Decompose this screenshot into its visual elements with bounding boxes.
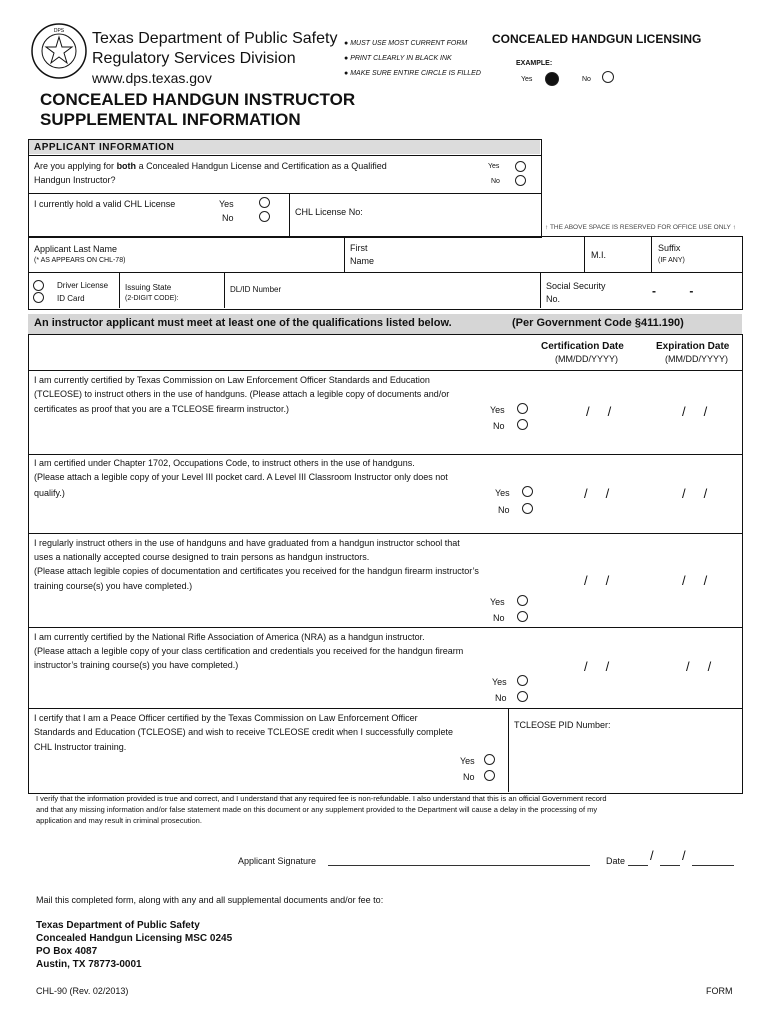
example-no-label: No: [582, 76, 591, 83]
exp-date-format: (MM/DD/YYYY): [665, 354, 728, 364]
q2-no-radio[interactable]: [522, 503, 533, 514]
driver-license-radio[interactable]: [33, 280, 44, 291]
chl-yes-radio[interactable]: [259, 197, 270, 208]
applicant-section-title: APPLICANT INFORMATION: [34, 142, 175, 153]
q5-no-radio[interactable]: [484, 770, 495, 781]
first-name-field[interactable]: [390, 240, 580, 270]
suffix-note: (IF ANY): [658, 257, 685, 264]
q4-no-radio[interactable]: [517, 691, 528, 702]
q1-exp-date[interactable]: / /: [682, 404, 708, 419]
cert-date-format: (MM/DD/YYYY): [555, 354, 618, 364]
example-yes-radio-filled: [545, 72, 559, 86]
chl-hold-label: I currently hold a valid CHL License: [34, 199, 176, 209]
chl-no-radio[interactable]: [259, 211, 270, 222]
exp-date-header: Expiration Date: [656, 341, 730, 352]
id-card-radio[interactable]: [33, 292, 44, 303]
instruction-3: ● MAKE SURE ENTIRE CIRCLE IS FILLED: [344, 70, 481, 77]
q3-yes-radio[interactable]: [517, 595, 528, 606]
form-title-1: CONCEALED HANDGUN INSTRUCTOR: [40, 90, 356, 109]
chl-no-label: No: [222, 213, 234, 223]
office-use-note: ↑ THE ABOVE SPACE IS RESERVED FOR OFFICE USE ONLY ↑: [545, 224, 736, 231]
government-code: (Per Government Code §411.190): [512, 317, 684, 329]
agency-url[interactable]: www.dps.texas.gov: [92, 70, 212, 86]
dl-number-field[interactable]: [300, 276, 530, 304]
form-label: FORM: [706, 986, 733, 996]
both-yes-radio[interactable]: [515, 161, 526, 172]
q2-yes-radio[interactable]: [522, 486, 533, 497]
q3-no-radio[interactable]: [517, 611, 528, 622]
q2-cert-date[interactable]: / /: [584, 486, 610, 501]
both-no-radio[interactable]: [515, 175, 526, 186]
signature-line[interactable]: [328, 865, 590, 866]
q5-yes-radio[interactable]: [484, 754, 495, 765]
last-name-field[interactable]: [180, 240, 340, 270]
q4-exp-date[interactable]: / /: [686, 659, 712, 674]
ssn-label-2: No.: [546, 294, 561, 304]
tcleose-pid-label: TCLEOSE PID Number:: [514, 720, 611, 730]
svg-text:DPS: DPS: [53, 28, 65, 34]
issuing-state-label: Issuing State: [125, 283, 172, 292]
mail-instructions: Mail this completed form, along with any and all supplemental documents and/or fee to:: [36, 895, 384, 905]
dl-number-label: DL/ID Number: [230, 285, 282, 294]
ssn-label: Social Security: [546, 281, 606, 291]
mi-label: M.I.: [591, 250, 606, 260]
q1-no-radio[interactable]: [517, 419, 528, 430]
last-name-label: Applicant Last Name: [34, 244, 118, 254]
both-question-line2: Handgun Instructor?: [34, 175, 116, 185]
date-label: Date: [606, 856, 626, 866]
q4-yes-radio[interactable]: [517, 675, 528, 686]
cert-date-header: Certification Date: [541, 341, 624, 352]
id-card-label: ID Card: [57, 294, 85, 303]
signature-label: Applicant Signature: [238, 856, 317, 866]
first-name-label-2: Name: [350, 256, 375, 266]
chl-yes-label: Yes: [219, 199, 234, 209]
q4-cert-date[interactable]: / /: [584, 659, 610, 674]
agency-name: Texas Department of Public Safety: [92, 30, 338, 47]
q1-yes-radio[interactable]: [517, 403, 528, 414]
driver-license-label: Driver License: [57, 281, 109, 290]
instruction-1: ● MUST USE MOST CURRENT FORM: [344, 40, 468, 47]
q1-cert-date[interactable]: / /: [586, 404, 612, 419]
chl-license-no-label: CHL License No:: [295, 207, 363, 217]
ssn-field[interactable]: - -: [652, 284, 694, 298]
example-label: EXAMPLE:: [516, 60, 553, 67]
both-yes-label: Yes: [488, 163, 500, 170]
last-name-note: (* AS APPEARS ON CHL-78): [34, 257, 126, 264]
dps-seal: [30, 22, 88, 80]
first-name-label: First: [350, 243, 368, 253]
q2-exp-date[interactable]: / /: [682, 486, 708, 501]
issuing-state-note: (2-DIGIT CODE):: [125, 295, 179, 302]
q3-exp-date[interactable]: / /: [682, 573, 708, 588]
both-no-label: No: [491, 178, 500, 185]
q3-cert-date[interactable]: / /: [584, 573, 610, 588]
both-question: Are you applying for both a Concealed Handgun License and Certification as a Qualified: [34, 161, 387, 171]
division-name: Regulatory Services Division: [92, 50, 296, 67]
suffix-label: Suffix: [658, 243, 681, 253]
example-no-radio: [602, 71, 614, 83]
date-field[interactable]: / /: [628, 850, 734, 866]
form-revision: CHL-90 (Rev. 02/2013): [36, 986, 129, 996]
instruction-2: ● PRINT CLEARLY IN BLACK INK: [344, 55, 452, 62]
form-title-2: SUPPLEMENTAL INFORMATION: [40, 110, 301, 129]
example-yes-label: Yes: [521, 76, 533, 83]
tcleose-pid-field[interactable]: [515, 735, 735, 785]
qualification-banner-text: An instructor applicant must meet at least one of the qualifications listed below.: [34, 317, 452, 329]
program-name: CONCEALED HANDGUN LICENSING: [492, 32, 702, 46]
